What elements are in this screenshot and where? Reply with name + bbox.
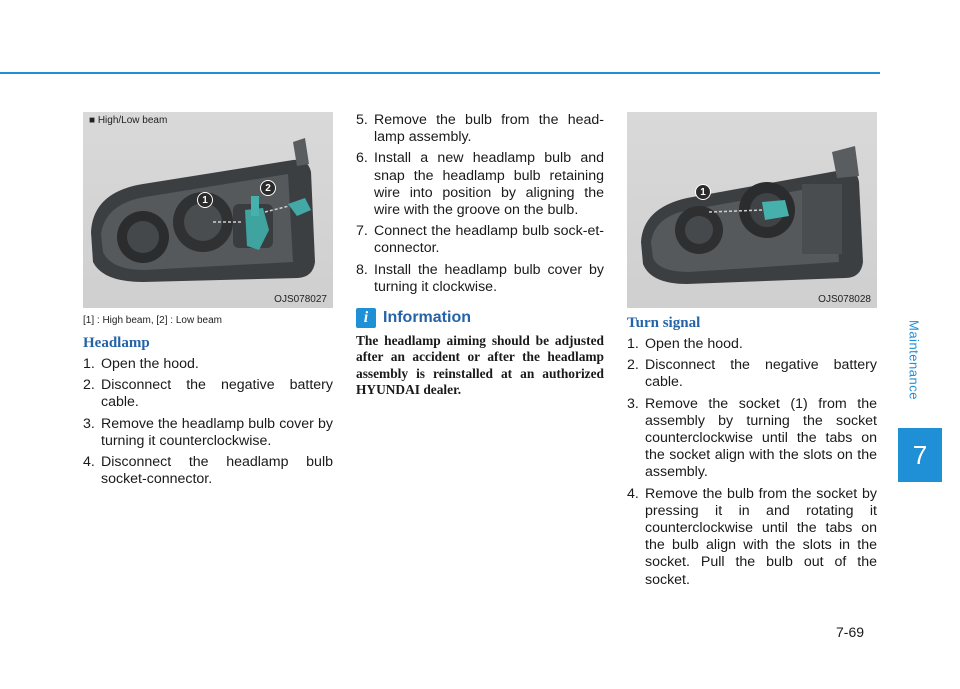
figure-legend: [1] : High beam, [2] : Low beam — [83, 315, 222, 326]
top-rule — [0, 72, 880, 74]
callout-1-label: 1 — [202, 194, 208, 206]
figure-caption: ■ High/Low beam — [89, 115, 168, 126]
list-item: 8. Install the headlamp bulb cover by turning it clockwise. — [356, 261, 604, 295]
headlamp-steps-col1 — [83, 356, 333, 492]
section-tab-label: Maintenance — [906, 320, 922, 400]
list-item: 7. Connect the headlamp bulb sock-et-connector. — [356, 223, 604, 257]
list-item: 6. Install a new headlamp bulb and snap the headlamp bulb retaining wire into position by aligning the wire with the groove on the bulb. — [356, 150, 604, 219]
list-item: 1. Open the hood. — [83, 356, 199, 372]
list-item: 5. Remove the bulb from the head-lamp assembly. — [356, 112, 604, 146]
figure-code: OJS078028 — [818, 294, 871, 305]
list-item: 2. Disconnect the negative battery cable. — [627, 357, 877, 391]
list-item: 2. Disconnect the negative battery cable. — [83, 377, 333, 411]
information-body: The headlamp aiming should be adjusted after an accident or after the headlamp assembly is reinstalled at an authorized HYUNDAI dealer. — [356, 333, 604, 398]
page-number: 7-69 — [836, 624, 865, 640]
list-item: 3. Remove the socket (1) from the assembly by turning the socket counterclockwise until the tabs on the socket align with the slots on the assembly. — [627, 395, 877, 481]
callout-1-badge — [197, 192, 213, 208]
callout-2-badge — [260, 180, 276, 196]
information-icon: i — [356, 308, 376, 328]
list-item: 3. Remove the headlamp bulb cover by turning it counterclockwise. — [83, 415, 333, 449]
headlamp-steps-col2 — [356, 112, 604, 300]
turn-signal-figure — [627, 112, 877, 308]
headlamp-high-low-beam-figure — [83, 112, 333, 308]
headlamp-assembly-illustration — [83, 112, 333, 308]
list-item: 4. Disconnect the headlamp bulb socket-connector. — [83, 454, 333, 488]
turn-signal-assembly-illustration — [627, 112, 877, 308]
list-item: 4. Remove the bulb from the socket by pressing it in and rotating it counterclockwise until the tabs on the bulb align with the slots in the socket. Pull the bulb out of the socket. — [627, 485, 877, 588]
list-item: 1. Open the hood. — [627, 336, 743, 352]
information-title: Information — [383, 309, 471, 326]
headlamp-heading: Headlamp — [83, 335, 150, 351]
turn-signal-heading: Turn signal — [627, 315, 701, 331]
turn-signal-steps — [627, 336, 877, 593]
callout-1-badge — [695, 184, 711, 200]
callout-1-label: 1 — [700, 186, 706, 198]
chapter-number-badge: 7 — [898, 428, 942, 482]
callout-2-label: 2 — [265, 182, 271, 194]
figure-code: OJS078027 — [274, 294, 327, 305]
information-header — [356, 306, 471, 330]
